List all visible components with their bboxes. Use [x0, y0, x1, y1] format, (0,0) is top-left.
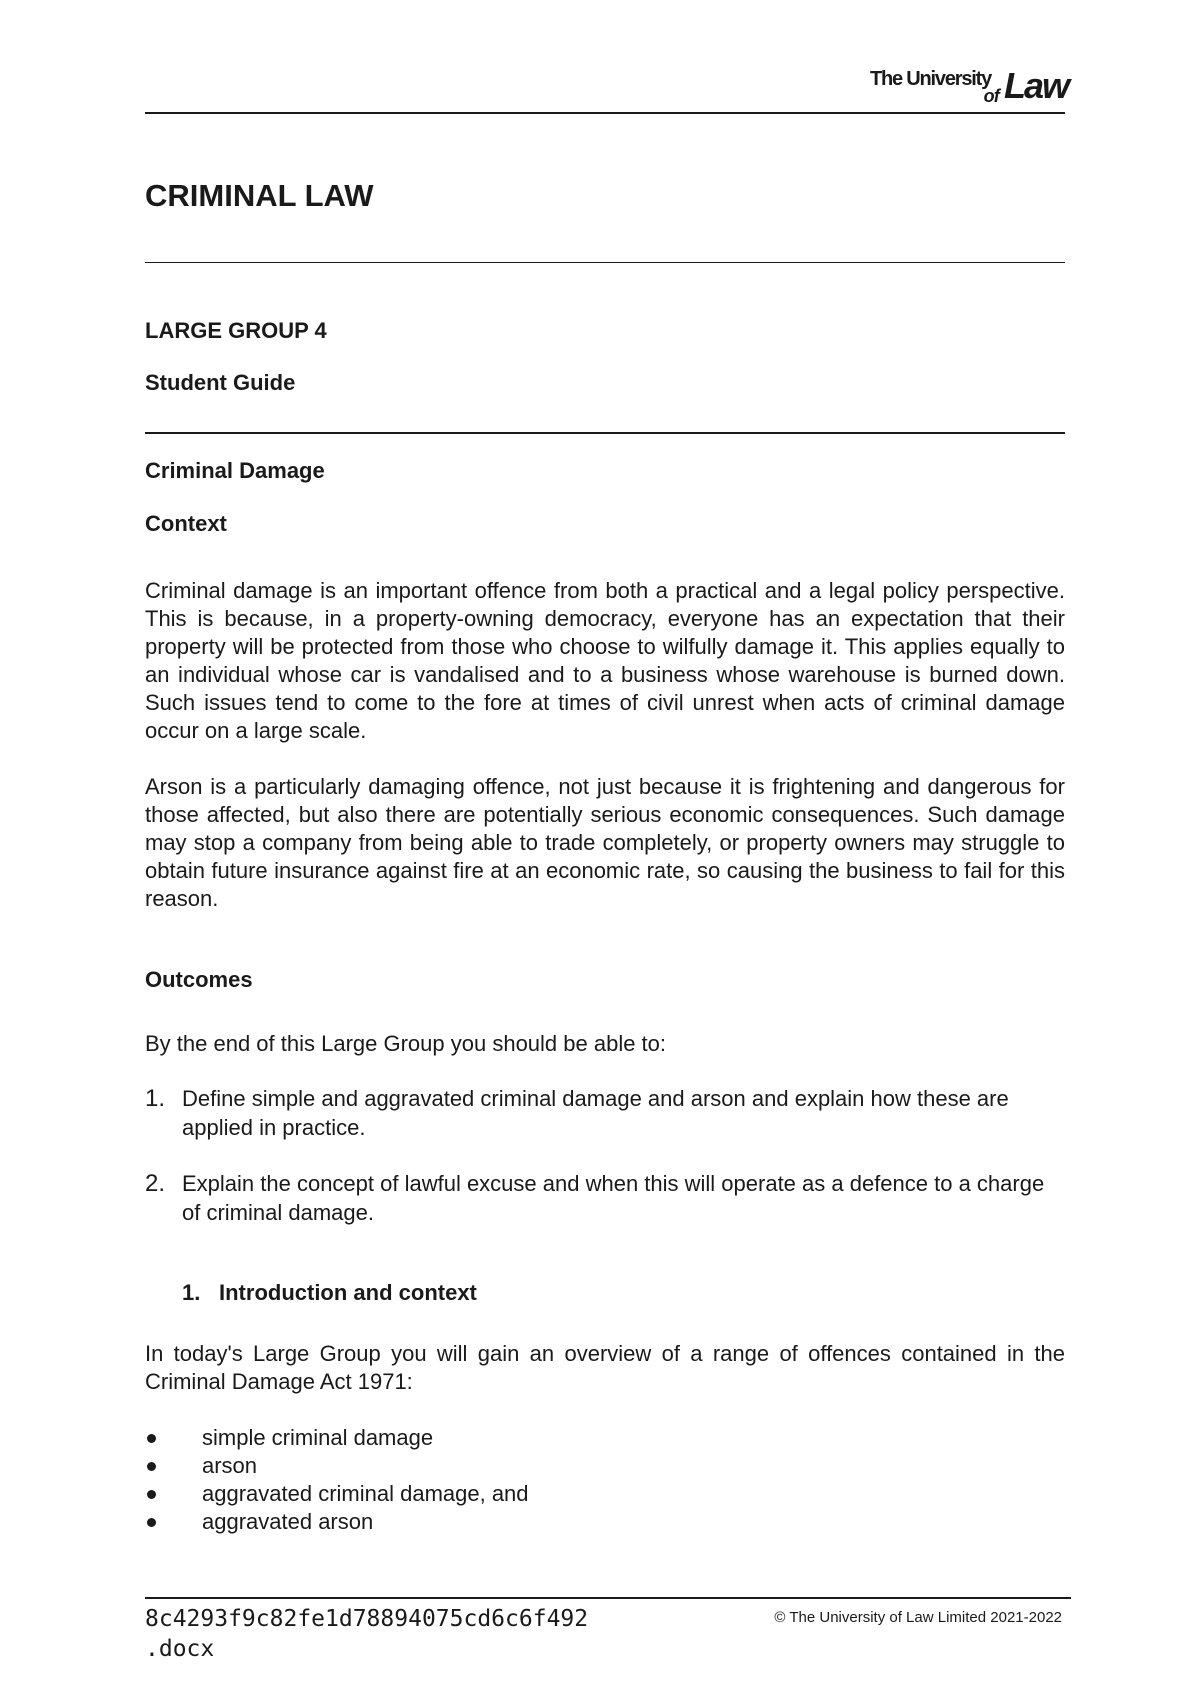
student-guide-label: Student Guide [145, 370, 296, 395]
bullet-icon [147, 1490, 156, 1499]
list-item [145, 1508, 1065, 1536]
section-1-title: Introduction and context [219, 1280, 477, 1305]
document-title: CRIMINAL LAW [145, 178, 374, 213]
list-item-text: aggravated criminal damage, and [202, 1481, 529, 1506]
list-item [145, 1452, 1065, 1480]
bullet-icon [147, 1462, 156, 1471]
large-group-label: LARGE GROUP 4 [145, 318, 327, 343]
offence-list [145, 1424, 1065, 1536]
logo-line-3: Law [1003, 65, 1068, 106]
outcomes-intro: By the end of this Large Group you should be able to: [145, 1031, 667, 1056]
outcome-text: Define simple and aggravated criminal damage and arson and explain how these are applied in practice. [182, 1086, 1009, 1140]
copyright-notice: © The University of Law Limited 2021-2022 [774, 1609, 1062, 1626]
section-1-intro: In today's Large Group you will gain an overview of a range of offences contained in the Criminal Damage Act 1971: [145, 1341, 1065, 1394]
outcome-number: 2. [145, 1170, 166, 1197]
section-1-number: 1. [182, 1280, 201, 1305]
section-divider [145, 432, 1065, 434]
outcomes-heading: Outcomes [145, 967, 253, 992]
title-divider [145, 262, 1065, 263]
list-item-text: aggravated arson [202, 1509, 374, 1534]
footer-divider [145, 1597, 1071, 1599]
context-heading: Context [145, 511, 227, 536]
list-item [145, 1480, 1065, 1508]
section-title: Criminal Damage [145, 458, 325, 483]
list-item-text: simple criminal damage [202, 1425, 434, 1450]
logo-line-1: The University [869, 68, 991, 90]
university-logo [858, 64, 1068, 108]
bullet-icon [147, 1518, 156, 1527]
outcome-text: Explain the concept of lawful excuse and when this will operate as a defence to a charge of criminal damage. [182, 1171, 1045, 1225]
outcome-number: 1. [145, 1085, 166, 1112]
context-paragraph-2: Arson is a particularly damaging offence, not just because it is frightening and dangerous for those affected, but also there are potentially serious economic consequences. Such damage may stop a company from being able to trade completely, or property owners may struggle to obtain future insurance against fire at an economic rate, so causing the business to fail for this reason. [145, 774, 1065, 911]
bullet-icon [147, 1434, 156, 1443]
context-paragraph-1: Criminal damage is an important offence from both a practical and a legal policy perspective. This is because, in a property-owning democracy, everyone has an expectation that their property will be protected from those who choose to wilfully damage it. This applies equally to an individual whose car is vandalised and to a business whose warehouse is burned down. Such issues tend to come to the fore at times of civil unrest when acts of criminal damage occur on a large scale. [145, 578, 1065, 743]
logo-line-2: of [983, 86, 999, 106]
filename-line-2: .docx [145, 1636, 215, 1662]
header-divider [145, 112, 1065, 114]
document-filename [145, 1604, 588, 1664]
list-item-text: arson [202, 1453, 258, 1478]
list-item [145, 1424, 1065, 1452]
filename-line-1: 8c4293f9c82fe1d78894075cd6c6f492 [145, 1606, 589, 1632]
